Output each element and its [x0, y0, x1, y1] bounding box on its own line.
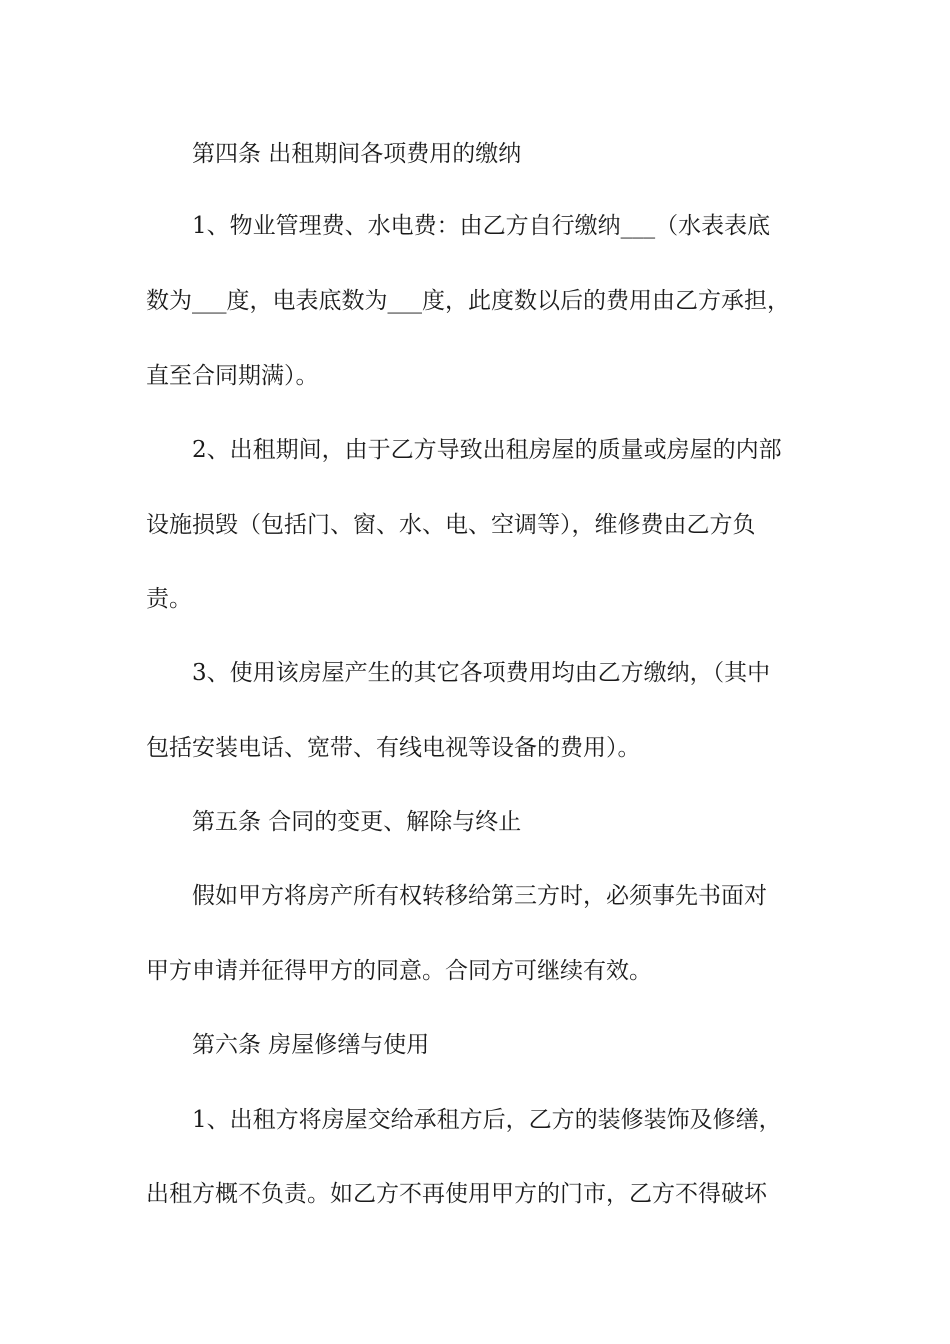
article-5-paragraph-line-1: 假如甲方将房产所有权转移给第三方时，必须事先书面对	[192, 883, 767, 909]
article-4-item-2-line-3: 责。	[146, 586, 192, 612]
article-6-item-1-line-1: 1、出租方将房屋交给承租方后，乙方的装修装饰及修缮，	[192, 1107, 782, 1133]
article-6-heading: 第六条 房屋修缮与使用	[192, 1032, 430, 1058]
article-4-item-1-line-1: 1、物业管理费、水电费：由乙方自行缴纳___（水表表底	[192, 213, 771, 239]
article-4-item-2-line-1: 2、出租期间，由于乙方导致出租房屋的质量或房屋的内部	[192, 437, 782, 463]
article-4-item-1-line-3: 直至合同期满）。	[146, 363, 319, 389]
article-5-heading: 第五条 合同的变更、解除与终止	[192, 809, 522, 835]
article-4-heading: 第四条 出租期间各项费用的缴纳	[192, 141, 522, 167]
article-4-item-1-line-2: 数为___度，电表底数为___度，此度数以后的费用由乙方承担，	[146, 288, 790, 314]
article-6-item-1-line-2: 出租方概不负责。如乙方不再使用甲方的门市，乙方不得破坏	[146, 1181, 767, 1207]
article-4-item-2-line-2: 设施损毁（包括门、窗、水、电、空调等），维修费由乙方负	[146, 512, 756, 538]
article-4-item-3-line-1: 3、使用该房屋产生的其它各项费用均由乙方缴纳，（其中	[192, 660, 771, 686]
article-4-item-3-line-2: 包括安装电话、宽带、有线电视等设备的费用）。	[146, 735, 641, 761]
article-5-paragraph-line-2: 甲方申请并征得甲方的同意。合同方可继续有效。	[146, 958, 652, 984]
